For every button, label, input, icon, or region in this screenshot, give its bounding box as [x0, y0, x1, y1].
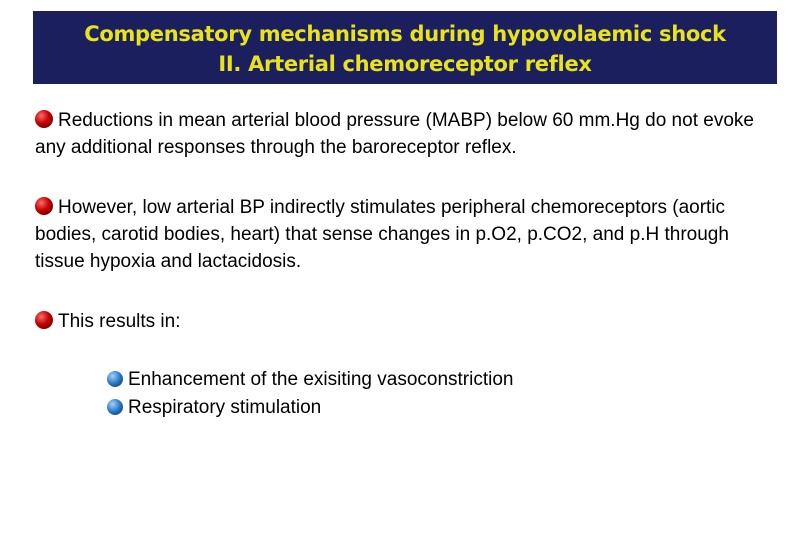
- bullet-item: [35, 308, 780, 335]
- slide-title: Compensatory mechanisms during hypovolaemic shock: [84, 22, 726, 46]
- red-bullet-icon: [35, 110, 53, 128]
- bullet-text: However, low arterial BP indirectly stimulates peripheral chemoreceptors (aortic bodies, carotid bodies, heart) that sense changes in p.O2, p.CO2, and p.H through tissue hypoxia and lactacidosis.: [35, 197, 729, 272]
- bullet-text: This results in:: [58, 311, 181, 332]
- red-bullet-icon: [35, 311, 53, 329]
- blue-bullet-icon: [107, 399, 123, 415]
- sub-bullet-text: Respiratory stimulation: [128, 397, 322, 418]
- bullet-item: [35, 194, 780, 275]
- sub-bullet-item: [107, 394, 321, 421]
- slide-subtitle: II. Arterial chemoreceptor reflex: [218, 52, 592, 76]
- red-bullet-icon: [35, 197, 53, 215]
- blue-bullet-icon: [107, 371, 123, 387]
- bullet-text: Reductions in mean arterial blood pressure (MABP) below 60 mm.Hg do not evoke any additional responses through the baroreceptor reflex.: [35, 110, 754, 158]
- bullet-item: [35, 107, 780, 161]
- sub-bullet-item: [107, 366, 514, 393]
- title-banner: [33, 11, 777, 84]
- sub-bullet-text: Enhancement of the exisiting vasoconstriction: [128, 369, 514, 390]
